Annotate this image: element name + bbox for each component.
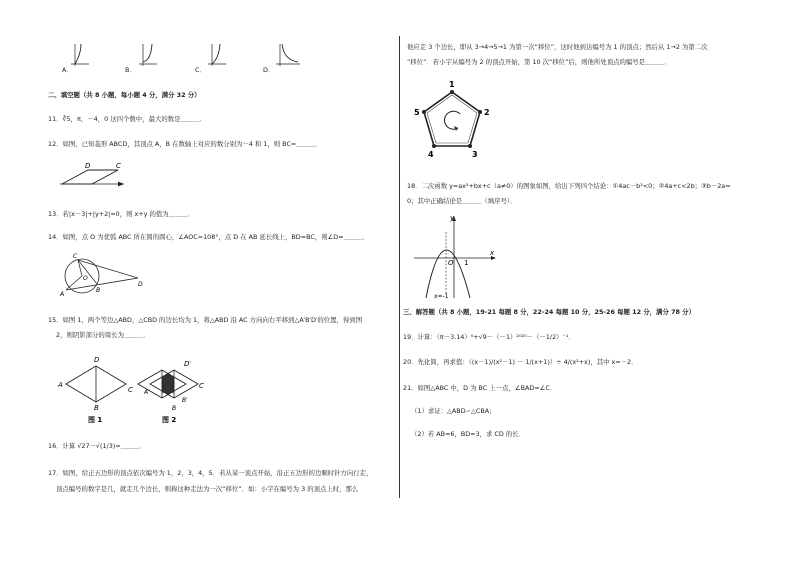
question-17-cont-2: “移位”．若小宇从编号为 2 的顶点开始，第 10 次“移位”后，则他所处顶点的编号是＿＿＿． [407, 58, 671, 66]
section-2-title: 二、填空题（共 8 小题，每小题 4 分，满分 32 分） [48, 91, 201, 99]
pentagon-figure [412, 80, 498, 160]
pentagon-label-1: 1 [449, 80, 455, 89]
question-18-line-2: 0；其中正确结论是＿＿＿（填序号）． [407, 197, 517, 205]
parabola-figure [412, 212, 502, 300]
parabola-label-1: 1 [464, 259, 469, 267]
parabola-label-o: O [448, 259, 454, 267]
question-13: 13．若|x－3|+|y+2|=0，则 x+y 的值为＿＿＿． [48, 210, 195, 218]
pentagon-label-4: 4 [428, 150, 434, 159]
fig1-label-a: A [58, 381, 63, 389]
fig2-label-c: C [199, 382, 204, 390]
question-20: 20．先化简，再求值：（(x－1)/(x²－1) － 1/(x+1)）÷ 4/(x²+x)，其中 x=－2． [403, 358, 638, 366]
option-graphs [55, 40, 315, 76]
option-c-label: C． [195, 66, 206, 74]
graph-a [71, 44, 89, 66]
triangles-figure [58, 352, 208, 424]
parabola-label-axis: x=-1 [434, 293, 449, 300]
pentagon-label-3: 3 [472, 150, 478, 159]
graph-c [208, 44, 226, 66]
question-21: 21．如图△ABC 中，D 为 BC 上一点，∠BAD=∠C． [403, 384, 557, 392]
rhombus-label-c: C [116, 162, 121, 170]
rhombus-figure [58, 160, 133, 190]
pentagon-label-5: 5 [414, 108, 420, 117]
pentagon-label-2: 2 [484, 108, 490, 117]
column-divider [399, 36, 400, 498]
fig2-label-a-prime: A′ [144, 389, 150, 396]
circle-label-b: B [96, 287, 101, 294]
question-16: 16．计算 √27－√(1/3)=＿＿＿． [48, 442, 147, 450]
graph-b [139, 44, 157, 66]
question-15-line-2: 2，则阴影部分的周长为＿＿＿． [56, 331, 150, 339]
circle-label-o: O [83, 275, 88, 282]
fig2-label-d-prime: D′ [184, 360, 191, 368]
fig2-label-b: B [172, 405, 177, 412]
question-11: 11．∛5，π，－4，0 这四个数中，最大的数是＿＿＿． [48, 115, 207, 123]
graph-d [276, 44, 300, 66]
question-21-part-1: （1）求证：△ABD∽△CBA； [411, 407, 496, 415]
fig1-label-b: B [94, 404, 99, 412]
question-17-line-2: 顶点编号的数字是几，就走几个边长，则称这种走法为一次“移位”．如：小宇在编号为 3 的顶点上时，那么 [56, 485, 359, 493]
question-21-part-2: （2）若 AB=6，BD=3，求 CD 的长． [411, 430, 525, 438]
fig1-caption: 图 1 [88, 416, 103, 424]
option-d-label: D． [263, 66, 275, 74]
fig2-label-b-prime: B′ [182, 397, 188, 404]
circle-label-a: A [60, 291, 65, 298]
fig1-label-d: D [94, 356, 100, 364]
fig1-label-c: C [128, 386, 133, 394]
option-a-label: A． [62, 66, 73, 74]
question-14: 14．如图，点 O 为优弧 ABC 所在圆的圆心，∠AOC=108°，点 D 在 AB 延长线上，BD=BC，则∠D=＿＿＿． [48, 233, 370, 241]
question-15-line-1: 15．如图 1，两个等边△ABD，△CBD 的边长均为 1，将△ABD 沿 AC 方向向右平移到△A′B′D′的位置，得到图 [48, 316, 363, 324]
question-12: 12．如图，已知菱形 ABCD，其顶点 A，B 在数轴上对应的数分别为－4 和 1，则 BC=＿＿＿． [48, 140, 322, 148]
circle-figure [58, 250, 148, 300]
question-18-line-1: 18．二次函数 y=ax²+bx+c（a≠0）的图象如图，给出下列四个结论：①4ac－b²<0；②4a+c<2b；③b－2a= [407, 182, 731, 190]
section-3-title: 三、解答题（共 8 小题，19-21 每题 8 分，22-24 每题 10 分，25-26 每题 12 分，满分 78 分） [403, 308, 695, 316]
question-17-line-1: 17．如图，给正五边形的顶点依次编号为 1，2，3，4，5．若从某一顶点开始，沿正五边形的边顺时针方向行走， [48, 469, 373, 477]
rhombus-label-d: D [85, 162, 91, 170]
question-19: 19．计算：（π－3.14）⁰+√9－（－1）²⁰²⁰－（－1/2）⁻¹． [403, 333, 575, 341]
option-b-label: B． [125, 66, 136, 74]
question-17-cont-1: 他应走 3 个边长，即从 3→4→5→1 为第一次“移位”，这时他到达编号为 1 的顶点；然后从 1→2 为第二次 [407, 43, 708, 51]
parabola-label-y: y [450, 214, 455, 222]
circle-label-c: C [73, 253, 78, 260]
parabola-label-x: x [490, 249, 495, 257]
circle-label-d: D [138, 281, 143, 288]
fig2-caption: 图 2 [162, 416, 177, 424]
